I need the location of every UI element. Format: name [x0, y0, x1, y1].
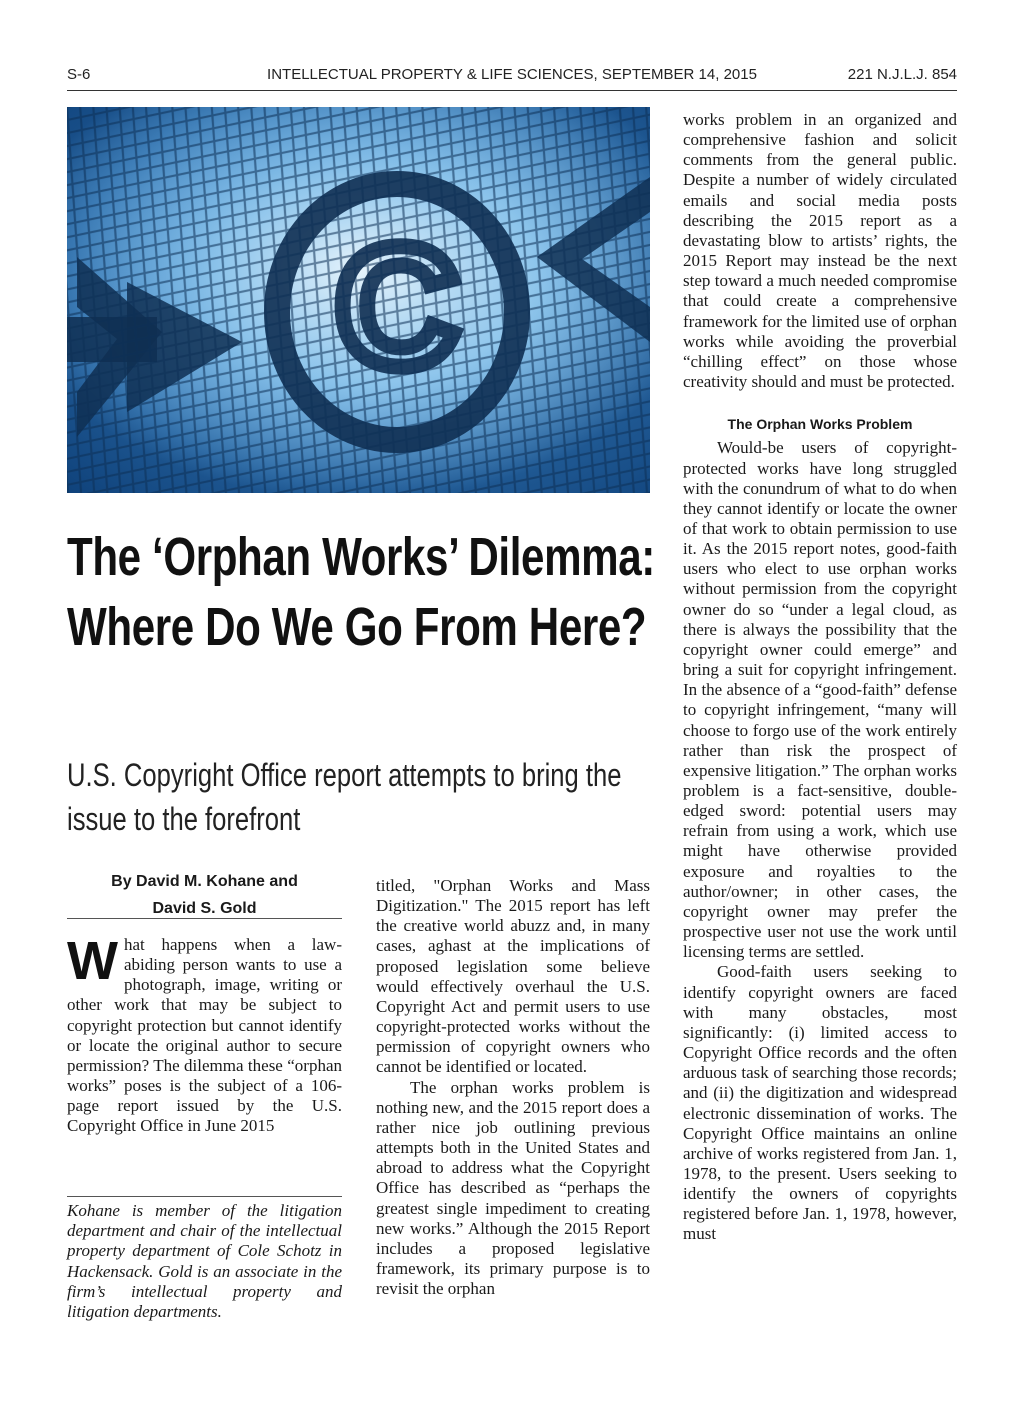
- header-rule: [67, 90, 957, 91]
- paragraph: Would-be users of copyright-protected works have long struggled with the conundrum of what to do when they cannot identify or locate the owner of that work to obtain permission to use it. As the 2015 report notes, good-faith users who elect to use orphan works without permission from the copyright owner do so “under a legal cloud, as there is always the possibility that the copyright owner could emerge” and bring a suit for copyright infringement. In the absence of a “good-faith” defense to copyright infringement, “many will choose to forgo use of the work entirely rather than risk the prospect of expensive litigation.” The orphan works problem is a fact-sensitive, double-edged sword: potential users may refrain from using a work, which use might have otherwise provided exposure and royalties to the author/owner; in other cases, the copyright owner may prefer the prospective user not use the work until licensing terms are settled.: [683, 438, 957, 962]
- bio-rule: [67, 1196, 342, 1197]
- headline: The ‘Orphan Works’ Dilemma: Where Do We Go From Here?: [67, 527, 655, 657]
- section-subhead: The Orphan Works Problem: [727, 416, 913, 433]
- running-header: [67, 66, 957, 90]
- byline-authors-1: By David M. Kohane and: [111, 873, 298, 890]
- paragraph: The orphan works problem is nothing new, and the 2015 report does a rather nice job outlining previous attempts both in the United States and abroad to address what the Copyright Office has described as “perhaps the greatest single impediment to creating new works.” Although the 2015 Report includes a proposed legislative framework, its primary purpose is to revisit the orphan: [376, 1077, 650, 1299]
- paragraph: Good-faith users seeking to identify copyright owners are faced with many obstacles, most significantly: (i) limited access to Copyright Office records and the often arduous task of searching those records; and (ii) the digitization and widespread electronic dissemination of works. The Copyright Office maintains an online archive of works registered from Jan. 1, 1978, to the present. Users seeking to identify the owners of copyrights registered before Jan. 1, 1978, however, must: [683, 962, 957, 1244]
- column-3: [683, 110, 957, 1245]
- paragraph: works problem in an organized and comprehensive fashion and solicit comments from the general public. Despite a number of widely circulated emails and social media posts describing the 2015 report as a devastating blow to artists’ rights, the 2015 Report may instead be the next step toward a much needed compromise that could create a comprehensive framework for the limited use of orphan works while avoiding the proverbial “chilling effect” on those whose creativity should and must be protected.: [683, 110, 957, 392]
- citation: 221 N.J.L.J. 854: [847, 66, 957, 83]
- page-number: S-6: [67, 66, 91, 83]
- deck-subtitle: U.S. Copyright Office report attempts to bring the issue to the forefront: [67, 757, 622, 837]
- drop-cap: W: [67, 931, 118, 991]
- byline-rule: [67, 918, 342, 919]
- byline: [67, 868, 342, 922]
- lead-paragraph: hat happens when a law-abiding person wants to use a photograph, image, writing or other work that may be subject to copyright protection but cannot identify or locate the original author to secure permission? The dilemma these “orphan works” poses is the subject of a 106-page report issued by the U.S. Copyright Office in June 2015: [67, 935, 342, 1136]
- column-1: [67, 931, 342, 1137]
- byline-authors-2: David S. Gold: [152, 900, 257, 917]
- section-title: INTELLECTUAL PROPERTY & LIFE SCIENCES, SEPTEMBER 14, 2015: [267, 66, 757, 83]
- author-bio: Kohane is member of the litigation department and chair of the intellectual property department of Cole Schotz in Hackensack. Gold is an associate in the firm’s intellectual property and litigation departments.: [67, 1201, 342, 1322]
- paragraph: titled, "Orphan Works and Mass Digitization." The 2015 report has left the creative world abuzz and, in many cases, aghast at the implications of proposed legislation some believe would effectively overhaul the U.S. Copyright Act and permit users to use copyright-protected works without the permission of copyright owners who cannot be identified or located.: [376, 876, 650, 1077]
- copyright-photo: [67, 107, 650, 493]
- column-2: [376, 876, 650, 1299]
